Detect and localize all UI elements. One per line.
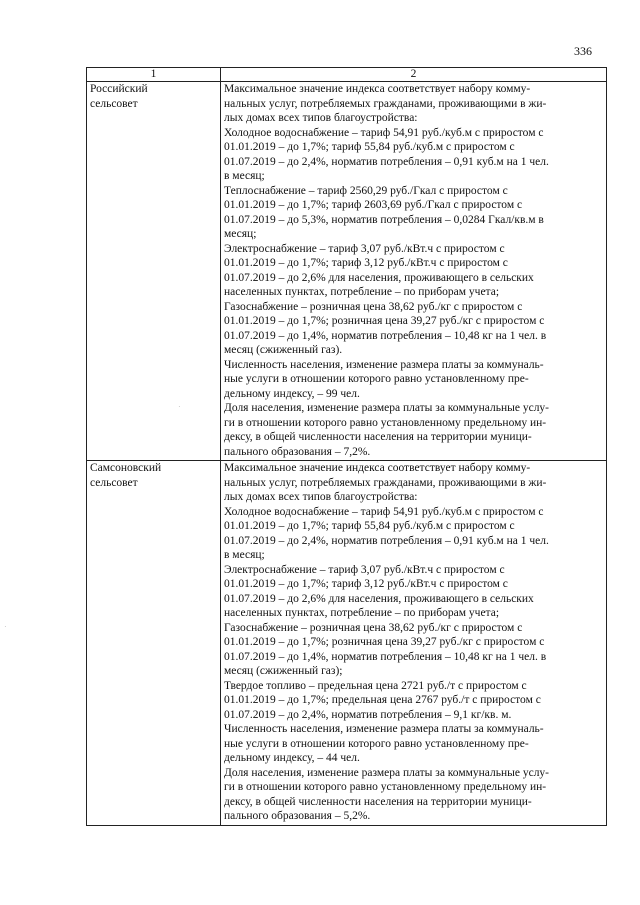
description-line: 01.07.2019 – до 5,3%, норматив потребления – 0,0284 Гкал/кв.м в [224, 213, 544, 226]
description-line: Численность населения, изменение размера платы за коммуналь- [224, 723, 544, 735]
municipality-cell [87, 82, 221, 461]
scan-speck: · [4, 622, 7, 631]
description-line: 01.07.2019 – до 2,6% для населения, проживающего в сельских [224, 271, 534, 284]
table-row [87, 82, 607, 461]
tariff-table [86, 67, 607, 826]
description-line: Электроснабжение – тариф 3,07 руб./кВт.ч с приростом с [224, 242, 505, 255]
description-line: Твердое топливо – предельная цена 2721 руб./т с приростом с [224, 679, 527, 692]
municipality-line: сельсовет [90, 476, 138, 489]
municipality-cell [87, 461, 221, 826]
description-line: 01.01.2019 – до 1,7%; тариф 3,12 руб./кВт.ч с приростом с [224, 578, 508, 590]
description-line: пального образования – 5,2%. [224, 810, 371, 822]
description-line: месяц (сжиженный газ); [224, 665, 343, 677]
description-line: дексу, в общей численности населения на территории муници- [224, 795, 532, 808]
municipality-line: Самсоновский [90, 462, 162, 474]
description-line: лых домах всех типов благоустройства: [224, 491, 418, 503]
description-line: 01.07.2019 – до 1,4%, норматив потребления – 10,48 кг на 1 чел. в [224, 650, 547, 663]
description-line: 01.01.2019 – до 1,7%; розничная цена 39,27 руб./кг с приростом с [224, 636, 545, 648]
table-row [87, 461, 607, 826]
description-line: дексу, в общей численности населения на территории муници- [224, 431, 532, 443]
municipality-line: сельсовет [90, 97, 138, 110]
description-line: лых домах всех типов благоустройства: [224, 112, 418, 124]
description-line: 01.07.2019 – до 2,4%, норматив потребления – 0,91 куб.м на 1 чел. [224, 534, 549, 547]
description-line: населенных пунктах, потребление – по приборам учета; [224, 607, 500, 619]
description-cell [221, 461, 607, 826]
page-number: 336 [574, 44, 592, 58]
header-col-1: 1 [87, 68, 221, 82]
description-line: 01.07.2019 – до 2,4%, норматив потребления – 9,1 кг/кв. м. [224, 708, 512, 721]
description-line: ные услуги в отношении которого равно установленному пре- [224, 737, 529, 750]
description-line: населенных пунктах, потребление – по приборам учета; [224, 286, 500, 298]
description-line: Холодное водоснабжение – тариф 54,91 руб./куб.м с приростом с [224, 505, 544, 518]
description-line: 01.07.2019 – до 2,4%, норматив потребления – 0,91 куб.м на 1 чел. [224, 155, 549, 168]
description-line: Доля населения, изменение размера платы за коммунальные услу- [224, 766, 550, 779]
scan-speck: · [178, 402, 181, 411]
description-line: Холодное водоснабжение – тариф 54,91 руб./куб.м с приростом с [224, 126, 544, 139]
description-line: 01.01.2019 – до 1,7%; розничная цена 39,27 руб./кг с приростом с [224, 315, 545, 327]
description-line: 01.01.2019 – до 1,7%; тариф 55,84 руб./куб.м с приростом с [224, 141, 515, 153]
header-col-2: 2 [221, 68, 607, 82]
description-line: Теплоснабжение – тариф 2560,29 руб./Гкал с приростом с [224, 184, 508, 197]
description-line: месяц (сжиженный газ). [224, 344, 343, 356]
description-line: ги в отношении которого равно установленному предельному ин- [224, 781, 547, 793]
description-line: Газоснабжение – розничная цена 38,62 руб./кг с приростом с [224, 621, 523, 634]
description-line: Электроснабжение – тариф 3,07 руб./кВт.ч с приростом с [224, 563, 505, 576]
description-line: ги в отношении которого равно установленному предельному ин- [224, 416, 547, 429]
description-line: нальных услуг, потребляемых гражданами, проживающими в жи- [224, 476, 547, 489]
description-line: месяц; [224, 228, 257, 240]
description-line: 01.07.2019 – до 1,4%, норматив потребления – 10,48 кг на 1 чел. в [224, 329, 547, 342]
description-line: нальных услуг, потребляемых гражданами, проживающими в жи- [224, 97, 547, 110]
description-cell [221, 82, 607, 461]
table-header-row [87, 68, 607, 82]
description-line: 01.01.2019 – до 1,7%; тариф 55,84 руб./куб.м с приростом с [224, 520, 515, 532]
description-line: 01.01.2019 – до 1,7%; тариф 3,12 руб./кВт.ч с приростом с [224, 257, 508, 269]
description-line: 01.07.2019 – до 2,6% для населения, проживающего в сельских [224, 592, 534, 605]
description-line: 01.01.2019 – до 1,7%; предельная цена 2767 руб./т с приростом с [224, 694, 541, 706]
municipality-line: Российский [90, 83, 148, 95]
description-line: дельному индексу, – 44 чел. [224, 752, 360, 764]
description-line: 01.01.2019 – до 1,7%; тариф 2603,69 руб./Гкал с приростом с [224, 199, 523, 211]
description-line: Газоснабжение – розничная цена 38,62 руб./кг с приростом с [224, 300, 523, 313]
description-line: в месяц; [224, 170, 265, 182]
description-line: Максимальное значение индекса соответствует набору комму- [224, 83, 531, 95]
description-line: Максимальное значение индекса соответствует набору комму- [224, 462, 531, 474]
description-line: Доля населения, изменение размера платы за коммунальные услу- [224, 402, 550, 414]
description-line: Численность населения, изменение размера платы за коммуналь- [224, 358, 544, 371]
description-line: ные услуги в отношении которого равно установленному пре- [224, 373, 529, 385]
description-line: в месяц; [224, 549, 265, 561]
description-line: дельному индексу, – 99 чел. [224, 387, 360, 400]
description-line: пального образования – 7,2%. [224, 445, 371, 458]
